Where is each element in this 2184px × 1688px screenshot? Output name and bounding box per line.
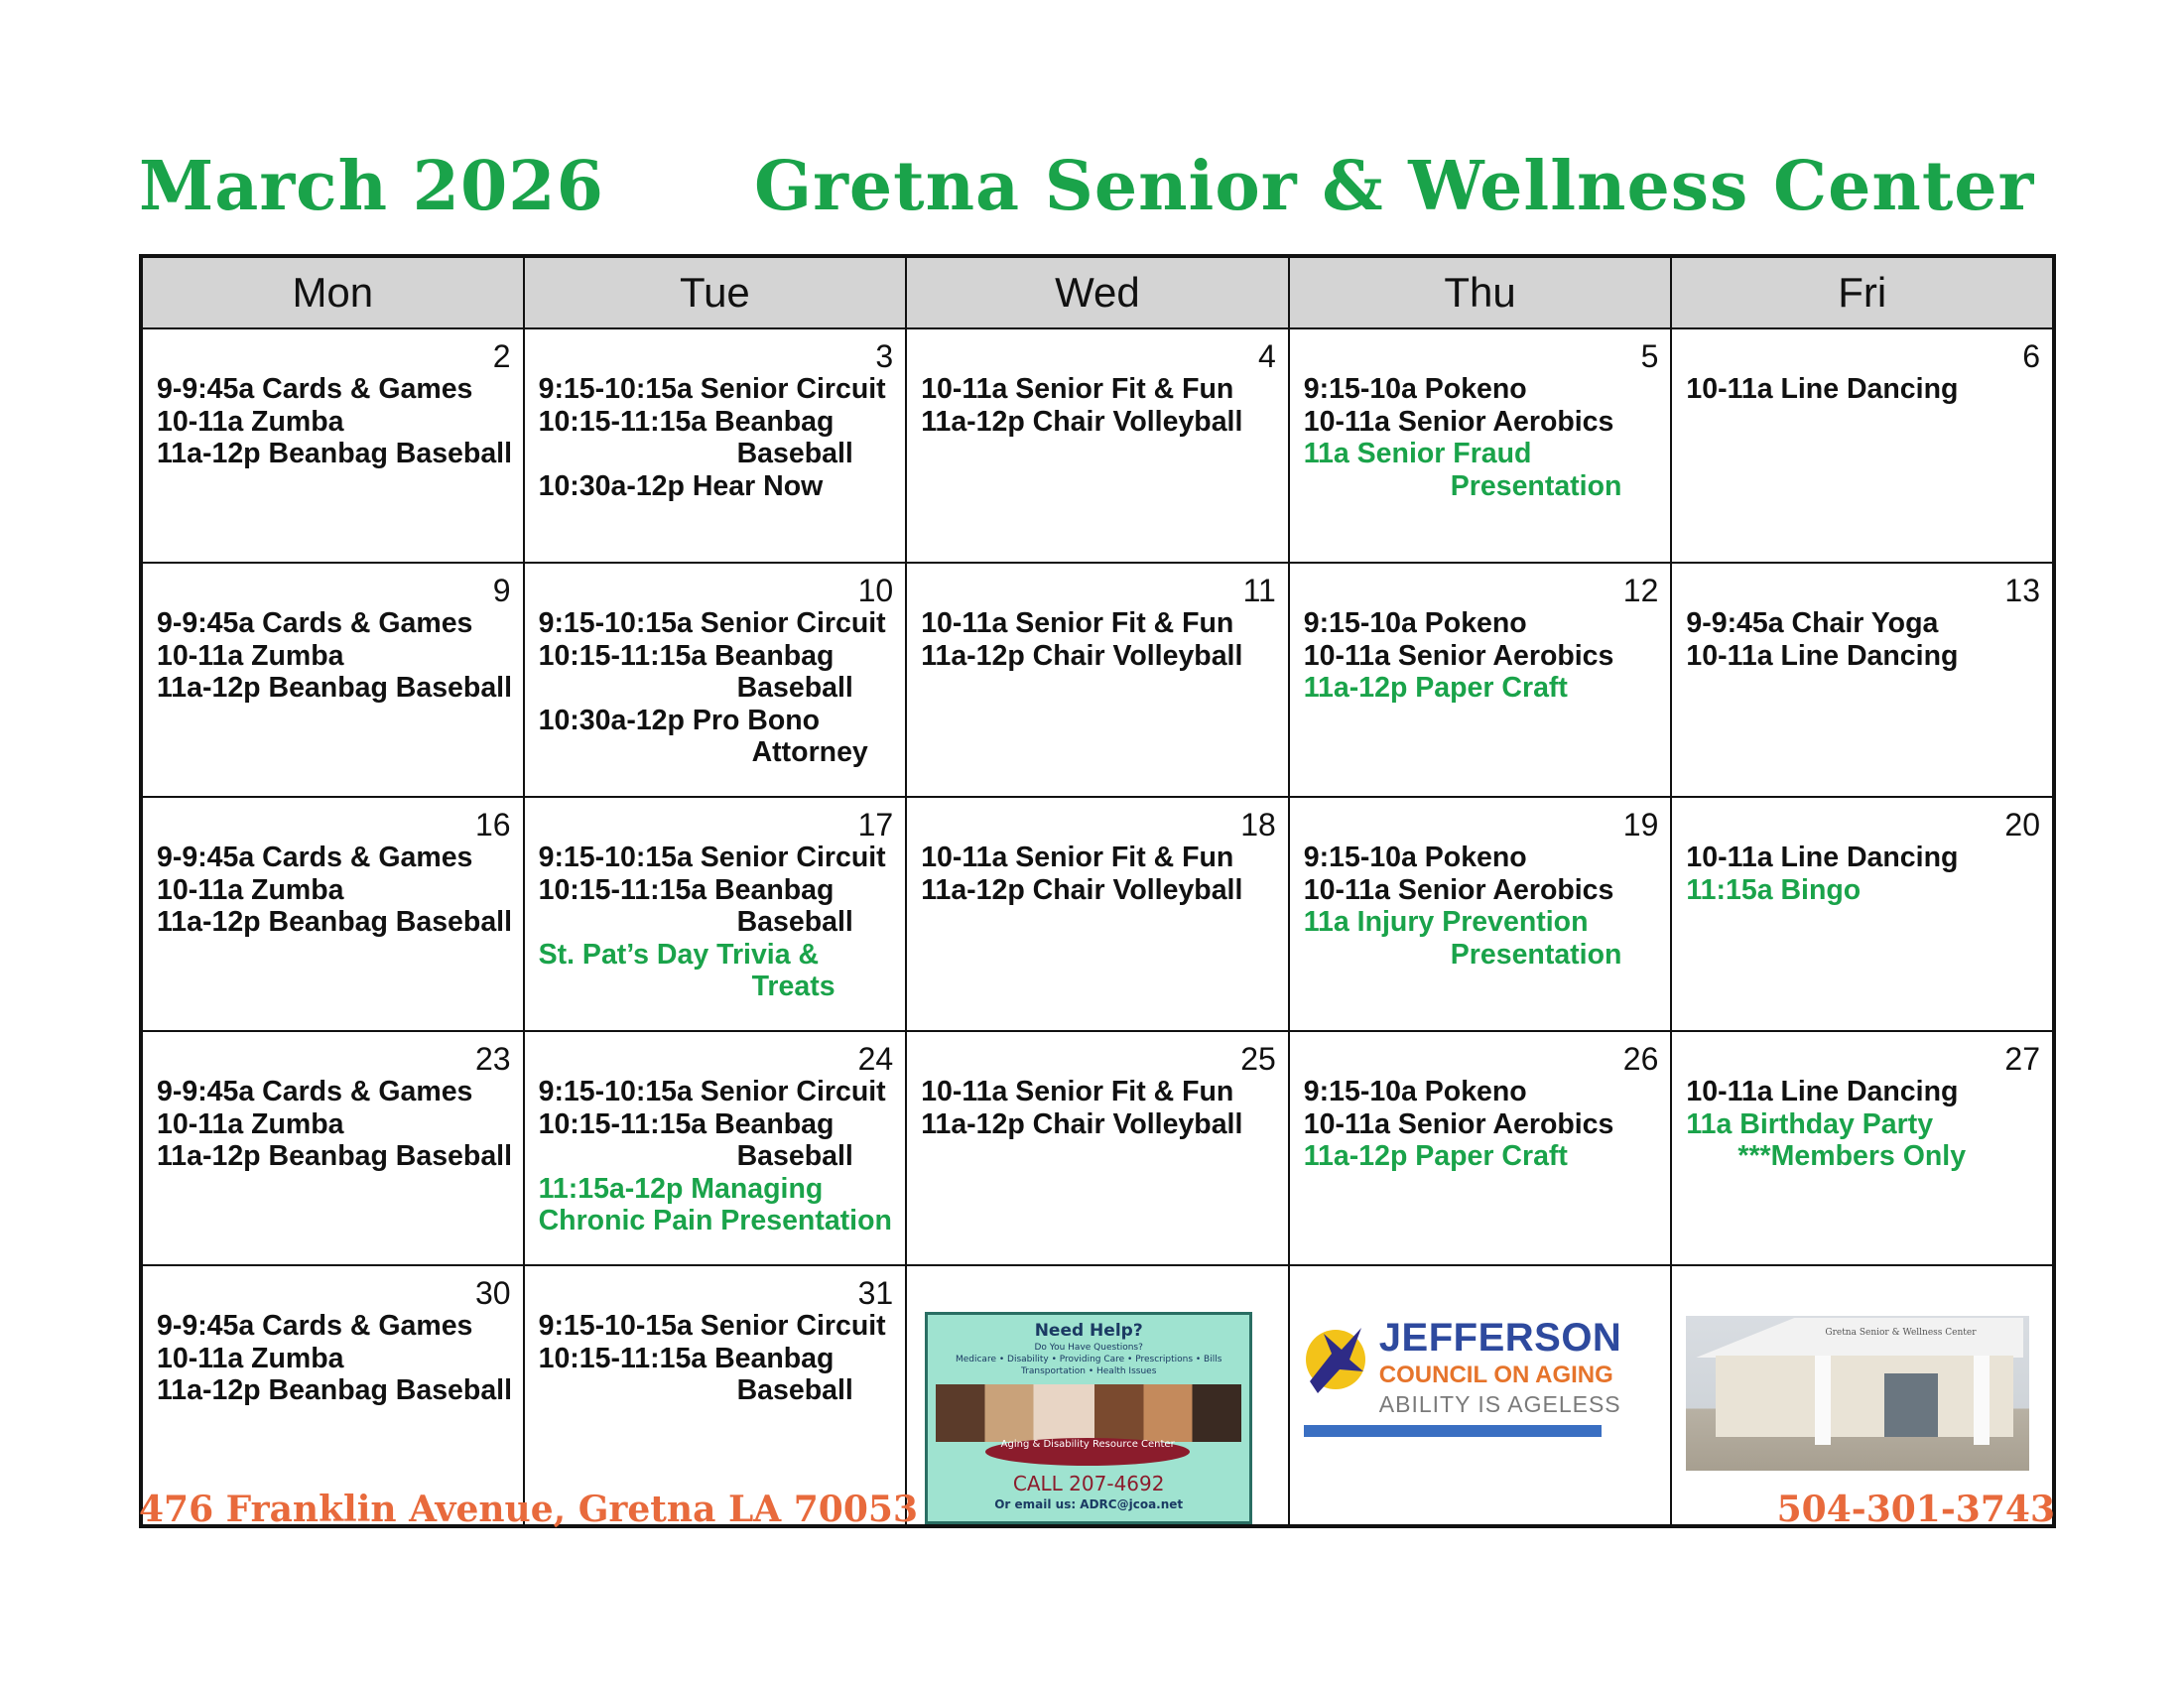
day-cell <box>906 328 1289 563</box>
day-cell <box>524 328 907 563</box>
event-line: 10:15-11:15a Beanbag <box>538 405 835 438</box>
jcoa-subname: COUNCIL ON AGING <box>1378 1362 1613 1388</box>
calendar-grid <box>139 254 2056 1528</box>
event-line: 11a Injury Prevention <box>1303 906 1589 938</box>
week-row <box>141 563 2054 797</box>
day-cell <box>906 1031 1289 1265</box>
week-row <box>141 328 2054 563</box>
event-line: 10-11a Senior Fit & Fun <box>921 373 1234 405</box>
day-number: 23 <box>475 1041 511 1077</box>
adrc-ad-cell <box>906 1265 1289 1526</box>
day-cell <box>524 797 907 1031</box>
day-cell <box>1671 328 2054 563</box>
event-line: 10-11a Zumba <box>157 639 344 672</box>
day-cell <box>524 563 907 797</box>
event-line: 11a-12p Paper Craft <box>1303 672 1568 704</box>
building-wall <box>1716 1356 2013 1437</box>
jcoa-underline-bar <box>1304 1425 1602 1437</box>
event-line: 10-11a Line Dancing <box>1686 373 1959 405</box>
event-line: 9-9:45a Cards & Games <box>157 1076 473 1107</box>
event-line: Baseball <box>736 1374 853 1406</box>
day-number: 30 <box>475 1275 511 1311</box>
day-cell <box>141 1031 524 1265</box>
footer-phone: 504-301-3743 <box>1776 1489 2055 1530</box>
event-line: Chronic Pain Presentation <box>538 1205 892 1236</box>
event-line: 11a-12p Chair Volleyball <box>921 1107 1243 1140</box>
event-line: 11a-12p Chair Volleyball <box>921 405 1243 438</box>
event-line: 9:15-10:15a Senior Circuit <box>538 1076 886 1107</box>
weekday-header-thu: Thu <box>1289 256 1672 328</box>
event-line: 9-9:45a Cards & Games <box>157 607 473 639</box>
event-line: 11a-12p Chair Volleyball <box>921 873 1243 906</box>
event-line: 9:15-10a Pokeno <box>1303 842 1527 873</box>
event-line: 10:30a-12p Pro Bono <box>538 704 821 736</box>
weekday-header-tue: Tue <box>524 256 907 328</box>
footer-address: 476 Franklin Avenue, Gretna LA 70053 <box>139 1489 918 1530</box>
event-line: 10-11a Senior Aerobics <box>1303 405 1614 438</box>
day-number: 25 <box>1240 1041 1276 1077</box>
day-number: 19 <box>1622 807 1659 843</box>
day-cell <box>1289 1031 1672 1265</box>
event-line: Attorney <box>751 736 868 768</box>
day-cell <box>1289 328 1672 563</box>
building-column <box>1815 1356 1831 1445</box>
event-line: 10-11a Senior Fit & Fun <box>921 1076 1234 1107</box>
event-line: 9-9:45a Cards & Games <box>157 1310 473 1342</box>
event-line: Baseball <box>736 672 853 704</box>
event-line: ***Members Only <box>1737 1140 1967 1172</box>
day-number: 2 <box>492 338 511 374</box>
day-number: 6 <box>2022 338 2040 374</box>
event-line: 10:15-11:15a Beanbag <box>538 639 835 672</box>
day-number: 4 <box>1257 338 1276 374</box>
day-cell <box>1671 797 2054 1031</box>
day-cell <box>141 1265 524 1526</box>
event-line: 9:15-10:15a Senior Circuit <box>538 842 886 873</box>
day-cell <box>1671 563 2054 797</box>
event-line: 11a Birthday Party <box>1686 1107 1934 1140</box>
adrc-ad-header: Need Help? <box>1034 1321 1143 1341</box>
event-line: Treats <box>751 971 835 1002</box>
event-line: 10-11a Line Dancing <box>1686 639 1959 672</box>
day-cell <box>906 797 1289 1031</box>
day-cell <box>1289 797 1672 1031</box>
jcoa-ad-cell <box>1289 1265 1672 1526</box>
event-line: Baseball <box>736 906 853 938</box>
jcoa-tagline: ABILITY IS AGELESS <box>1378 1391 1621 1417</box>
adrc-ad-email: Or email us: ADRC@jcoa.net <box>994 1497 1184 1511</box>
event-line: 11a-12p Beanbag Baseball <box>157 1140 513 1172</box>
event-line: 11a-12p Beanbag Baseball <box>157 1374 513 1406</box>
event-line: 10:15-11:15a Beanbag <box>538 1107 835 1140</box>
weekday-header-row <box>141 256 2054 328</box>
building-photo-cell <box>1671 1265 2054 1526</box>
day-cell <box>141 328 524 563</box>
event-line: 10-11a Zumba <box>157 1342 344 1374</box>
weekday-header-mon: Mon <box>141 256 524 328</box>
day-number: 11 <box>1242 573 1276 608</box>
jcoa-logo-block <box>1304 1316 1621 1445</box>
event-line: 10-11a Senior Aerobics <box>1303 639 1614 672</box>
adrc-ad-phone: CALL 207-4692 <box>1012 1472 1165 1495</box>
event-line: 9:15-10a Pokeno <box>1303 373 1527 405</box>
adrc-ad-topics-2: Transportation • Health Issues <box>1020 1366 1157 1376</box>
event-line: 9-9:45a Cards & Games <box>157 373 473 405</box>
event-line: 11:15a-12p Managing <box>538 1172 824 1205</box>
event-line: 10:30a-12p Hear Now <box>538 469 824 502</box>
event-line: 11a-12p Beanbag Baseball <box>157 438 513 469</box>
event-line: St. Pat’s Day Trivia & <box>538 938 820 971</box>
event-line: 10:15-11:15a Beanbag <box>538 873 835 906</box>
day-number: 31 <box>857 1275 894 1311</box>
event-line: 10:15-11:15a Beanbag <box>538 1342 835 1374</box>
building-sign: Gretna Senior & Wellness Center <box>1825 1328 1977 1338</box>
day-number: 20 <box>2004 807 2040 843</box>
event-line: 10-11a Senior Aerobics <box>1303 873 1614 906</box>
day-cell <box>141 563 524 797</box>
event-line: 10-11a Senior Fit & Fun <box>921 607 1234 639</box>
seniors-photo-strip <box>936 1384 1241 1442</box>
event-line: 11:15a Bingo <box>1686 873 1862 906</box>
day-cell <box>524 1265 907 1526</box>
day-number: 18 <box>1240 807 1276 843</box>
day-cell <box>906 563 1289 797</box>
day-number: 5 <box>1640 338 1659 374</box>
event-line: 11a-12p Paper Craft <box>1303 1140 1568 1172</box>
weekday-header-fri: Fri <box>1671 256 2054 328</box>
adrc-ad-topics: Medicare • Disability • Providing Care • Prescriptions • Bills <box>955 1355 1222 1364</box>
building-roof <box>1696 1318 2023 1358</box>
building-door <box>1884 1373 1938 1437</box>
event-line: 9:15-10a Pokeno <box>1303 607 1527 639</box>
day-cell <box>1671 1031 2054 1265</box>
event-line: 9-9:45a Chair Yoga <box>1686 607 1939 639</box>
event-line: Presentation <box>1450 938 1622 971</box>
event-line: 11a Senior Fraud <box>1303 438 1532 469</box>
day-number: 26 <box>1622 1041 1659 1077</box>
event-line: Baseball <box>736 1140 853 1172</box>
week-row <box>141 797 2054 1031</box>
event-line: 9:15-10:15a Senior Circuit <box>538 373 886 405</box>
day-number: 17 <box>857 807 894 843</box>
day-cell <box>141 797 524 1031</box>
adrc-ad-badge: Aging & Disability Resource Center <box>985 1438 1190 1466</box>
day-cell <box>524 1031 907 1265</box>
event-line: 10-11a Line Dancing <box>1686 1076 1959 1107</box>
event-line: 10-11a Zumba <box>157 873 344 906</box>
adrc-ad-subtitle: Do You Have Questions? <box>1034 1343 1143 1353</box>
day-number: 16 <box>475 807 511 843</box>
day-number: 27 <box>2004 1041 2040 1077</box>
event-line: 11a-12p Chair Volleyball <box>921 639 1243 672</box>
jcoa-name: JEFFERSON <box>1378 1316 1622 1360</box>
dove-logo-icon <box>1304 1320 1367 1403</box>
event-line: 9:15-10-15a Senior Circuit <box>538 1310 886 1342</box>
weekday-header-wed: Wed <box>906 256 1289 328</box>
event-line: 10-11a Senior Fit & Fun <box>921 842 1234 873</box>
calendar-month-title: March 2026 <box>139 147 604 226</box>
event-line: 11a-12p Beanbag Baseball <box>157 906 513 938</box>
event-line: 9-9:45a Cards & Games <box>157 842 473 873</box>
event-line: 10-11a Zumba <box>157 405 344 438</box>
event-line: 11a-12p Beanbag Baseball <box>157 672 513 704</box>
day-number: 12 <box>1622 573 1659 608</box>
day-number: 10 <box>857 573 894 608</box>
day-number: 3 <box>875 338 894 374</box>
building-column <box>1974 1356 1990 1445</box>
week-row <box>141 1265 2054 1526</box>
event-line: 10-11a Senior Aerobics <box>1303 1107 1614 1140</box>
day-number: 13 <box>2004 573 2040 608</box>
day-cell <box>1289 563 1672 797</box>
adrc-advertisement <box>925 1312 1252 1524</box>
event-line: Presentation <box>1450 469 1622 502</box>
week-row <box>141 1031 2054 1265</box>
event-line: 9:15-10:15a Senior Circuit <box>538 607 886 639</box>
center-name-title: Gretna Senior & Wellness Center <box>754 147 2035 226</box>
day-number: 24 <box>857 1041 894 1077</box>
event-line: Baseball <box>736 438 853 469</box>
event-line: 10-11a Zumba <box>157 1107 344 1140</box>
event-line: 10-11a Line Dancing <box>1686 842 1959 873</box>
building-photo <box>1686 1316 2029 1471</box>
event-line: 9:15-10a Pokeno <box>1303 1076 1527 1107</box>
day-number: 9 <box>492 573 511 608</box>
